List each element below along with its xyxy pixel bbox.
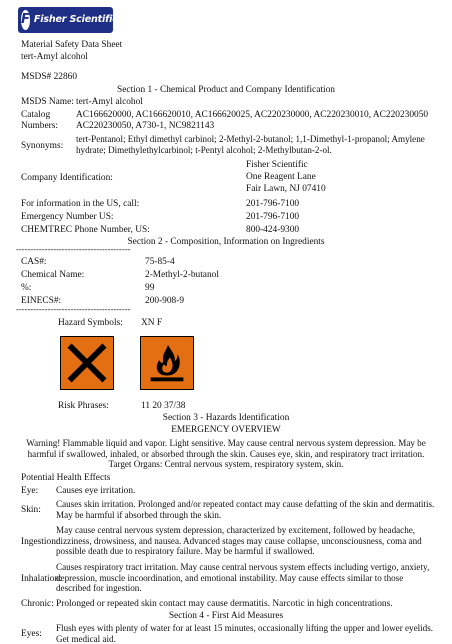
section-1-heading: Section 1 - Chemical Product and Company Identification: [117, 85, 335, 95]
fisher-scientific-logo: [18, 7, 118, 33]
percent-label: %:: [21, 283, 32, 293]
chemtrec-phone-label: CHEMTREC Phone Number, US:: [21, 225, 150, 235]
info-phone-value: 201-796-7100: [246, 199, 300, 209]
ingestion-label: Ingestion:: [21, 537, 59, 547]
chronic-label: Chronic:: [21, 599, 54, 609]
company-line-2: One Reagent Lane: [246, 172, 316, 182]
msds-name-value: tert-Amyl alcohol: [76, 97, 143, 107]
eye-label: Eye:: [21, 486, 39, 496]
risk-phrases-label: Risk Phrases:: [58, 401, 109, 411]
einecs-label: EINECS#:: [21, 296, 62, 306]
percent-value: 99: [145, 283, 155, 293]
document-title: Material Safety Data Sheet: [21, 40, 123, 50]
potential-health-effects-heading: Potential Health Effects: [21, 473, 111, 483]
info-phone-label: For information in the US, call:: [21, 199, 140, 209]
eye-value: Causes eye irritation.: [56, 486, 136, 496]
emergency-phone-value: 201-796-7100: [246, 212, 300, 222]
chronic-value: Prolonged or repeated skin contact may cause dermatitis. Narcotic in high concentrations.: [56, 599, 393, 609]
catalog-line-2: AC220230050, A730-1, NC9821143: [76, 121, 215, 131]
company-line-1: Fisher Scientific: [246, 160, 308, 170]
divider-top: ----------------------------------------: [16, 244, 131, 254]
company-line-3: Fair Lawn, NJ 07410: [246, 184, 326, 194]
chemtrec-phone-value: 800-424-9300: [246, 225, 300, 235]
chemical-name-label: Chemical Name:: [21, 270, 85, 280]
emergency-overview-heading: EMERGENCY OVERVIEW: [171, 425, 281, 435]
section-2-heading: Section 2 - Composition, Information on Ingredients: [127, 237, 325, 247]
skin-label: Skin:: [21, 505, 41, 515]
inhalation-value: Causes respiratory tract irritation. May cause central nervous system effects including vertigo, anxiety, depression, muscle incoordination, and emotional instability. May cause effects similar to those described for ingestion.: [56, 562, 430, 594]
synonyms-value: tert-Pentanol; Ethyl dimethyl carbinol; 2-Methyl-2-butanol; 1,1-Dimethyl-1-propanol; Amylene hydrate; Dimethylethylcarbinol; t-Pentyl alcohol; 2-Methylbutan-2-ol.: [76, 134, 425, 155]
cas-value: 75-85-4: [145, 257, 175, 267]
inhalation-label: Inhalation:: [21, 574, 62, 584]
first-aid-eyes-label: Eyes:: [21, 629, 42, 639]
flame-icon: [140, 336, 194, 390]
synonyms-label: Synonyms:: [21, 141, 64, 151]
msds-number: MSDS# 22860: [21, 72, 78, 82]
hazard-symbols-label: Hazard Symbols:: [58, 318, 123, 328]
document-subtitle: tert-Amyl alcohol: [21, 52, 88, 62]
catalog-line-1: AC166620000, AC166620010, AC166620025, AC220230000, AC220230010, AC220230050: [76, 110, 429, 120]
divider-bottom: ----------------------------------------: [16, 304, 131, 314]
risk-phrases-value: 11 20 37/38: [141, 401, 186, 411]
section-3-heading: Section 3 - Hazards Identification: [162, 413, 290, 423]
emergency-phone-label: Emergency Number US:: [21, 212, 114, 222]
ingestion-value: May cause central nervous system depression, characterized by excitement, followed by headache, dizziness, drowsiness, and nausea. Advanced stages may cause collapse, unconsciousness, coma and possible death due to respiratory failure. May be harmful if swallowed.: [56, 525, 422, 557]
logo-text: Fisher Scientific: [33, 14, 118, 26]
skin-value: Causes skin irritation. Prolonged and/or repeated contact may cause defatting of the skin and dermatitis. May be harmful if absorbed through the skin.: [56, 499, 435, 520]
first-aid-eyes-value: Flush eyes with plenty of water for at least 15 minutes, occasionally lifting the upper and lower eyelids. Get medical aid.: [56, 623, 434, 644]
einecs-value: 200-908-9: [145, 296, 185, 306]
warning-paragraph: Warning! Flammable liquid and vapor. Light sensitive. May cause central nervous system depression. May be harmful if swallowed, inhaled, or absorbed through the skin. Causes eye, skin, and respiratory tract irritation. Target Organs: Central nervous system, respiratory system, skin.: [26, 438, 426, 470]
company-label: Company Identification:: [21, 173, 113, 183]
chemical-name-value: 2-Methyl-2-butanol: [145, 270, 219, 280]
catalog-label-2: Numbers:: [21, 121, 58, 131]
catalog-label: Catalog: [21, 110, 51, 120]
harmful-cross-icon: [60, 336, 114, 390]
cas-label: CAS#:: [21, 257, 47, 267]
msds-name-label: MSDS Name:: [21, 97, 74, 107]
hazard-symbols-value: XN F: [141, 318, 163, 328]
logo-mark-icon: F: [21, 10, 30, 30]
section-4-heading: Section 4 - First Aid Measures: [168, 611, 284, 621]
